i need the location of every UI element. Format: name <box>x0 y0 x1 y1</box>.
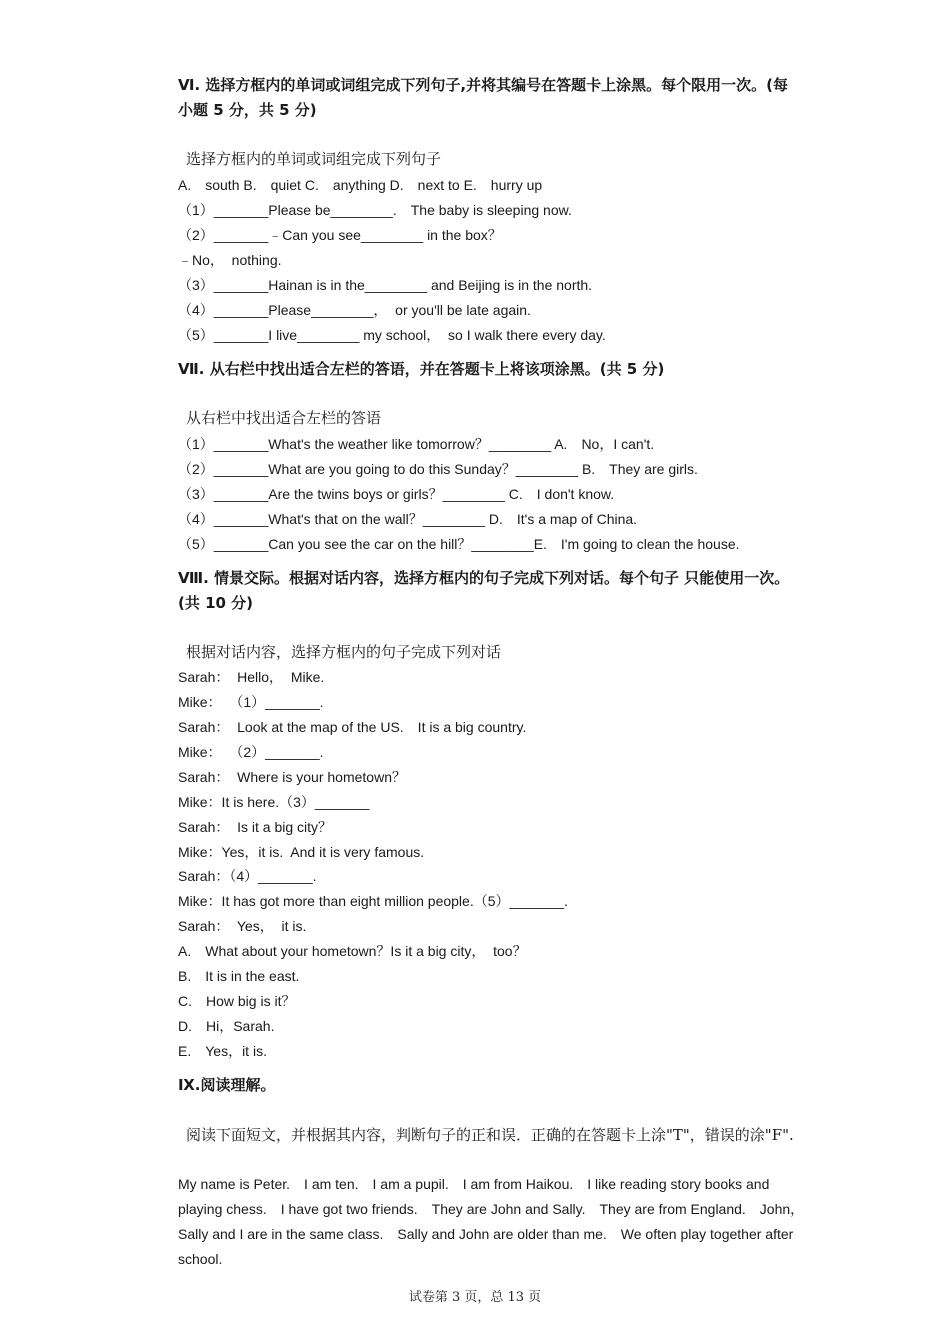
dialogue-line: Mike：It has got more than eight million people.（5）_______. <box>178 893 568 909</box>
section-7-line: （3）_______Are the twins boys or girls？________ C. I don't know. <box>178 486 615 502</box>
section-7-instruction: 从右栏中找出适合左栏的答语 <box>186 409 382 427</box>
section-8-title: Ⅷ. 情景交际。根据对话内容，选择方框内的句子完成下列对话。每个句子 只能使用一次。(共 10 分) <box>178 569 790 612</box>
dialogue-line: Sarah：（4）_______. <box>178 868 317 884</box>
dialogue-line: Mike：It is here.（3）_______ <box>178 794 370 810</box>
section-7-line: （5）_______Can you see the car on the hill？________E. I'm going to clean the house. <box>178 536 740 552</box>
section-7-line: （1）_______What's the weather like tomorrow？________ A. No，I can't. <box>178 436 655 452</box>
section-6-line: （2）_______﹣Can you see________ in the box？ <box>178 227 502 243</box>
section-6-line: ﹣No， nothing. <box>178 252 282 268</box>
dialogue-line: Mike： （1）_______. <box>178 694 324 710</box>
section-7-title: Ⅶ. 从右栏中找出适合左栏的答语，并在答题卡上将该项涂黑。(共 5 分) <box>178 360 665 378</box>
answer-option: B. It is in the east. <box>178 968 300 984</box>
answer-option: C. How big is it？ <box>178 993 296 1009</box>
dialogue-line: Sarah： Look at the map of the US. It is a big country. <box>178 719 527 735</box>
page-footer: 试卷第 3 页，总 13 页 <box>408 1290 542 1305</box>
dialogue-line: Mike： （2）_______. <box>178 744 324 760</box>
section-7-line: （4）_______What's that on the wall？________ D. It's a map of China. <box>178 511 638 527</box>
section-9-instruction: 阅读下面短文，并根据其内容，判断句子的正和误．正确的在答题卡上涂"T"，错误的涂"F". <box>186 1126 794 1144</box>
section-6-line: （1）_______Please be________. The baby is sleeping now. <box>178 202 572 218</box>
answer-option: E. Yes，it is. <box>178 1043 267 1059</box>
section-6-line: （5）_______I live________ my school， so I walk there every day. <box>178 327 606 343</box>
dialogue-line: Sarah： Is it a big city？ <box>178 819 333 835</box>
dialogue-line: Sarah： Yes， it is. <box>178 918 307 934</box>
dialogue-line: Sarah： Hello， Mike. <box>178 669 325 685</box>
section-8-instruction: 根据对话内容，选择方框内的句子完成下列对话 <box>186 643 502 661</box>
answer-option: A. What about your hometown？Is it a big city， too？ <box>178 943 527 959</box>
section-6-instruction: 选择方框内的单词或词组完成下列句子 <box>186 150 442 168</box>
section-6-options: A. south B. quiet C. anything D. next to E. hurry up <box>178 177 543 193</box>
section-9-title: Ⅸ.阅读理解。 <box>178 1076 276 1094</box>
reading-passage: My name is Peter. I am ten. I am a pupil. I am from Haikou. I like reading story books and playing chess. I have got two friends. They are John and Sally. They are from England. John， Sally and I are in the same class. Sally and John are older than me. We often play together after school. <box>178 1176 805 1267</box>
section-7-line: （2）_______What are you going to do this Sunday？________ B. They are girls. <box>178 461 698 477</box>
section-6-title: Ⅵ. 选择方框内的单词或词组完成下列句子,并将其编号在答题卡上涂黑。每个限用一次。(每小题 5 分，共 5 分) <box>178 76 788 119</box>
dialogue-line: Sarah： Where is your hometown？ <box>178 769 406 785</box>
dialogue-line: Mike：Yes，it is. And it is very famous. <box>178 844 425 860</box>
section-6-line: （4）_______Please________， or you'll be late again. <box>178 302 531 318</box>
answer-option: D. Hi，Sarah. <box>178 1018 275 1034</box>
section-6-line: （3）_______Hainan is in the________ and Beijing is in the north. <box>178 277 593 293</box>
